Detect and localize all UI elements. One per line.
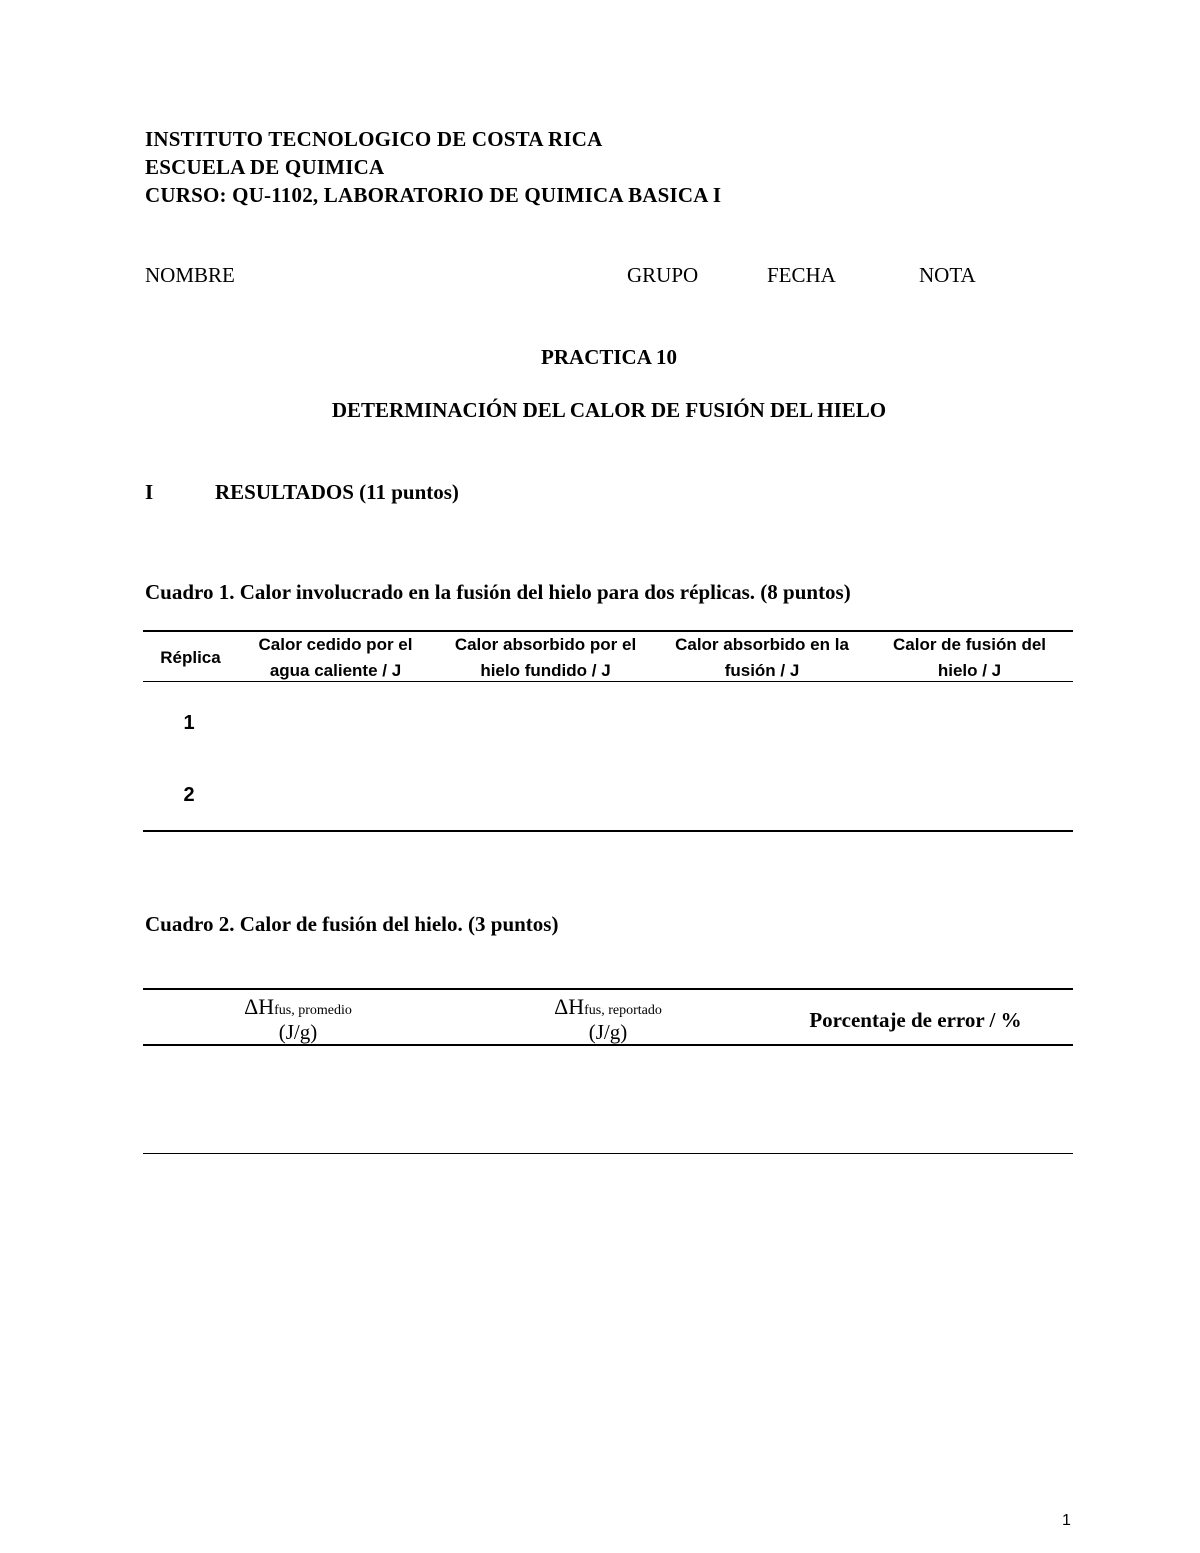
grupo-label: GRUPO — [627, 263, 699, 287]
table2-header-rule — [143, 1044, 1073, 1046]
nota-label: NOTA — [919, 263, 976, 287]
table2-bottom-rule — [143, 1153, 1073, 1154]
school-name: ESCUELA DE QUIMICA — [145, 155, 385, 179]
table1-header-calor-fusion: Calor de fusión del hielo / J — [892, 635, 1047, 680]
table1-header-calor-absorbido-fusion: Calor absorbido en la fusión / J — [675, 635, 849, 680]
table1-header-replica: Réplica — [160, 648, 221, 667]
table2-top-rule — [143, 988, 1073, 990]
table1-row-1: 1 — [183, 712, 195, 734]
institution-name: INSTITUTO TECNOLOGICO DE COSTA RICA — [145, 127, 603, 151]
table1-row-2: 2 — [183, 784, 195, 806]
reportado-unit: (J/g) — [588, 1020, 628, 1044]
practice-number: PRACTICA 10 — [541, 345, 677, 369]
promedio-unit: (J/g) — [278, 1020, 318, 1044]
table2-header-promedio — [143, 994, 453, 1045]
table1-caption: Cuadro 1. Calor involucrado en la fusión del hielo para dos réplicas. (8 puntos) — [145, 580, 851, 604]
table1-header-calor-absorbido-hielo: Calor absorbido por el hielo fundido / J — [454, 635, 637, 680]
table1-header-calor-cedido: Calor cedido por el agua caliente / J — [258, 635, 413, 680]
practice-title: DETERMINACIÓN DEL CALOR DE FUSIÓN DEL HIELO — [331, 398, 887, 422]
page-number: 1 — [1062, 1512, 1071, 1529]
course-name: CURSO: QU-1102, LABORATORIO DE QUIMICA BASICA I — [145, 183, 722, 207]
table2-header-error: Porcentaje de error / % — [809, 1008, 1022, 1032]
section-numeral: I — [145, 480, 154, 504]
table1-bottom-rule — [143, 830, 1073, 832]
delta-h-symbol: ΔH — [244, 994, 275, 1019]
promedio-subscript: fus, promedio — [274, 1003, 352, 1018]
section-title: RESULTADOS (11 puntos) — [215, 480, 459, 504]
table1-header-rule — [143, 681, 1073, 682]
delta-h-symbol: ΔH — [554, 994, 585, 1019]
reportado-subscript: fus, reportado — [584, 1003, 662, 1018]
nombre-label: NOMBRE — [145, 263, 235, 287]
table2-caption: Cuadro 2. Calor de fusión del hielo. (3 puntos) — [145, 912, 559, 936]
fecha-label: FECHA — [767, 263, 836, 287]
table2-header-reportado — [453, 994, 763, 1045]
